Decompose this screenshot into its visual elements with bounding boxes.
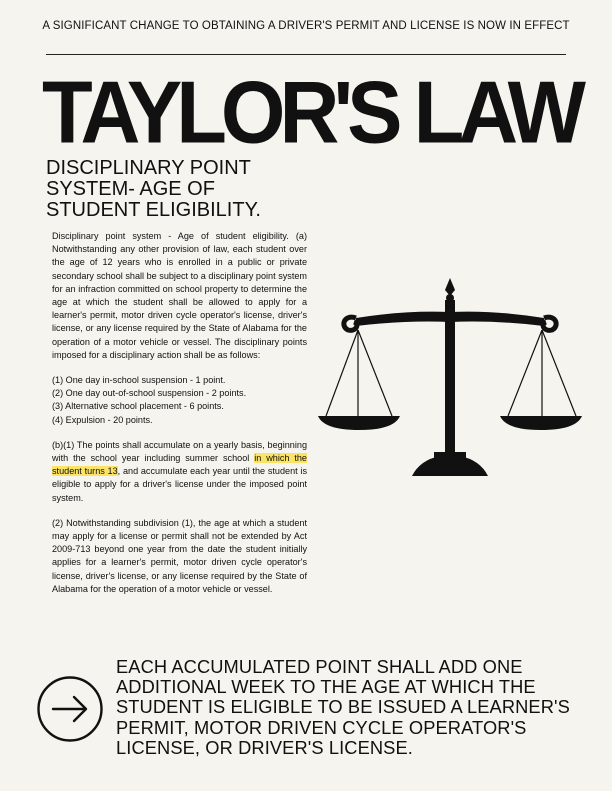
scales-of-justice-icon	[316, 274, 586, 486]
paragraph-b	[52, 439, 307, 505]
page-title: TAYLOR'S LAW	[42, 62, 580, 162]
list-item: (2) One day out-of-school suspension - 2 points.	[52, 388, 247, 399]
section-subtitle: DISCIPLINARY POINT SYSTEM- AGE OF STUDENT ELIGIBILITY.	[46, 157, 261, 221]
list-item: (3) Alternative school placement - 6 points.	[52, 401, 224, 412]
law-text	[52, 230, 307, 608]
header-divider	[46, 54, 566, 55]
header-banner: A SIGNIFICANT CHANGE TO OBTAINING A DRIVER'S PERMIT AND LICENSE IS NOW IN EFFECT	[42, 20, 570, 32]
highlighted-text: in which the student turns 13	[52, 453, 307, 477]
paragraph-c: (2) Notwithstanding subdivision (1), the age at which a student may apply for a license or permit shall not be extended by Act 2009-713 beyond one year from the date the student initially applies for a learner's permit, motor driven cycle operator's license, driver's license, or any license required by the State of Alabama for the operation of a motor vehicle or vessel.	[52, 517, 307, 594]
point-list	[52, 374, 307, 427]
arrow-right-circle-icon	[36, 675, 104, 743]
paragraph-a: Disciplinary point system - Age of student eligibility. (a) Notwithstanding any other provision of law, each student over the age of 12 years who is enrolled in a public or private secondary school shall be subject to a disciplinary point system for an infraction committed on school property to determine the age at which the student shall be allowed to apply for a learner's permit, motor driven cycle operator's license, driver's license, or any license required by the State of Alabama for the operation of a motor vehicle or vessel. The disciplinary points imposed for a disciplinary action shall be as follows:	[52, 231, 307, 360]
callout-text: EACH ACCUMULATED POINT SHALL ADD ONE ADDITIONAL WEEK TO THE AGE AT WHICH THE STUDENT IS ELIGIBLE TO BE ISSUED A LEARNER'S PERMIT, MOTOR DRIVEN CYCLE OPERATOR'S LICENSE, OR DRIVER'S LICENSE.	[116, 656, 570, 758]
paragraph-b-end: , and accumulate each year until the student is eligible to apply for a driver's license under the imposed point system.	[52, 466, 308, 503]
list-item: (4) Expulsion - 20 points.	[52, 414, 153, 425]
paragraph-b-start: (b)(1) The points shall accumulate on a yearly basis, beginning with the school year including summer school	[52, 439, 307, 464]
list-item: (1) One day in-school suspension - 1 point.	[52, 375, 226, 386]
